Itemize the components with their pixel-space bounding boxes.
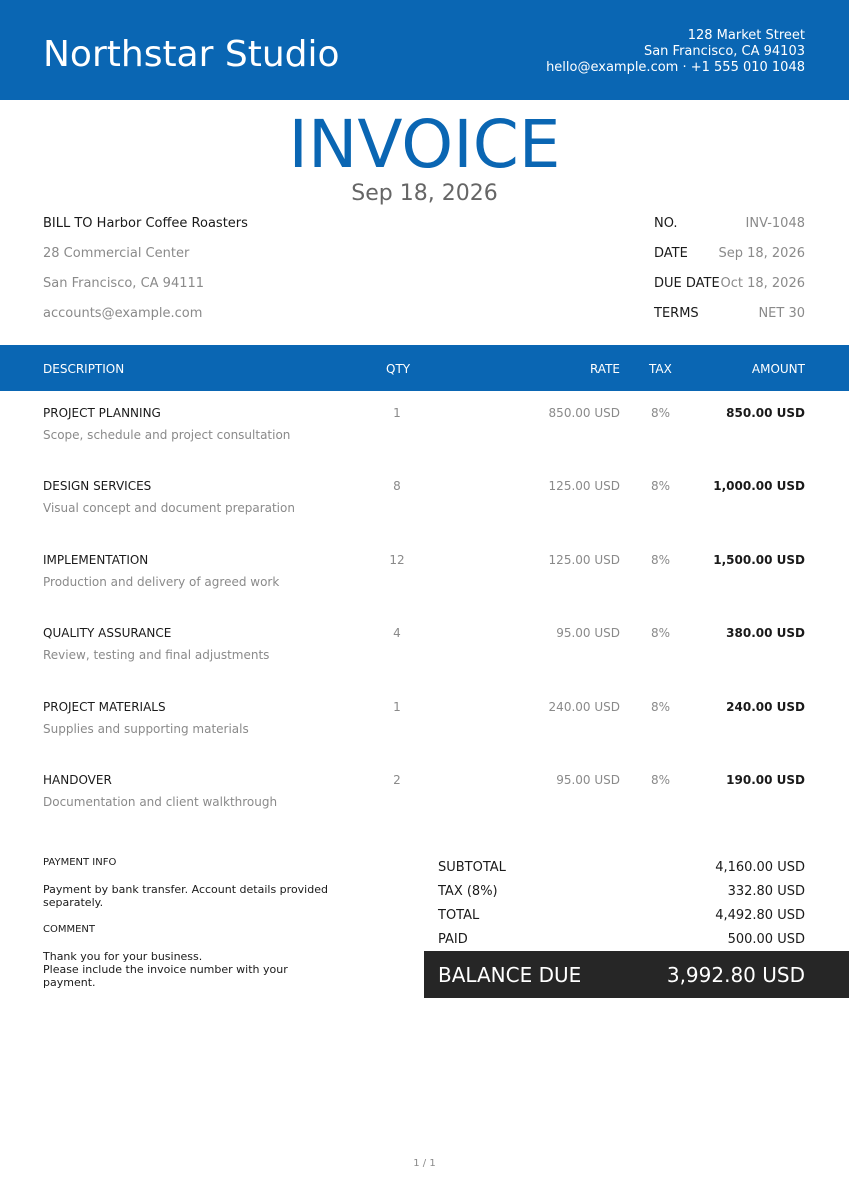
totals-key: TAX (8%) — [438, 884, 498, 899]
totals-key: PAID — [438, 932, 468, 947]
meta-row — [654, 306, 805, 336]
table-row — [0, 477, 849, 550]
totals-value: 4,492.80 USD — [715, 908, 805, 923]
item-description: Scope, schedule and project consultation — [43, 428, 291, 442]
header-description: DESCRIPTION — [43, 362, 125, 376]
meta-key: TERMS — [654, 306, 699, 321]
item-qty: 12 — [389, 552, 405, 567]
meta-row — [654, 246, 805, 276]
item-description: Supplies and supporting materials — [43, 721, 249, 736]
item-amount: 850.00 USD — [726, 406, 805, 420]
comment-line-2: Please include the invoice number with your payment. — [43, 963, 288, 989]
item-amount: 240.00 USD — [726, 699, 805, 714]
item-amount: 1,500.00 USD — [713, 552, 805, 567]
item-qty: 4 — [393, 626, 401, 641]
totals-value: 332.80 USD — [727, 884, 805, 899]
totals-row — [438, 882, 805, 906]
totals-value: 4,160.00 USD — [715, 860, 805, 875]
item-rate: 95.00 USD — [556, 772, 620, 787]
item-tax: 8% — [651, 479, 671, 494]
address-line-2: San Francisco, CA 94103 — [643, 44, 805, 59]
item-rate: 125.00 USD — [548, 552, 620, 567]
item-name: HANDOVER — [43, 772, 112, 787]
item-description: Visual concept and document preparation — [43, 501, 295, 516]
totals-value: 500.00 USD — [727, 932, 805, 947]
item-description: Review, testing and final adjustments — [43, 648, 270, 663]
bill-to-line-1: 28 Commercial Center — [43, 246, 190, 261]
item-tax: 8% — [651, 406, 671, 420]
table-row — [0, 771, 849, 844]
meta-value: Oct 18, 2026 — [720, 276, 805, 291]
item-tax: 8% — [651, 552, 671, 567]
item-name: IMPLEMENTATION — [43, 552, 149, 567]
table-row — [0, 404, 849, 477]
header-tax: TAX — [649, 362, 672, 376]
table-row — [0, 624, 849, 697]
item-name: PROJECT MATERIALS — [43, 699, 166, 714]
item-qty: 1 — [393, 699, 401, 714]
meta-value: Sep 18, 2026 — [718, 246, 805, 261]
address-line-1: 128 Market Street — [687, 28, 805, 43]
bill-to-name: BILL TO Harbor Coffee Roasters — [43, 216, 248, 231]
item-rate: 240.00 USD — [548, 699, 620, 714]
document-title: INVOICE — [288, 106, 561, 183]
comment-line-1: Thank you for your business. — [43, 950, 203, 963]
payment-info — [43, 857, 343, 989]
meta-key: DUE DATE — [654, 276, 720, 291]
item-tax: 8% — [651, 772, 671, 787]
comment-label: COMMENT — [43, 924, 96, 935]
item-amount: 380.00 USD — [726, 626, 805, 641]
item-qty: 8 — [393, 479, 401, 494]
item-name: DESIGN SERVICES — [43, 479, 152, 494]
payment-info-label: PAYMENT INFO — [43, 857, 117, 868]
invoice-meta — [654, 216, 805, 336]
item-rate: 95.00 USD — [556, 626, 620, 641]
page-number: 1 / 1 — [413, 1158, 436, 1169]
table-row — [0, 551, 849, 624]
bill-to-block — [43, 216, 443, 336]
balance-due-label: BALANCE DUE — [438, 963, 582, 987]
header-qty: QTY — [386, 362, 411, 376]
item-amount: 190.00 USD — [726, 772, 805, 787]
item-name: QUALITY ASSURANCE — [43, 626, 172, 641]
meta-row — [654, 216, 805, 246]
bill-to-line-2: San Francisco, CA 94111 — [43, 276, 205, 291]
bill-to-email: accounts@example.com — [43, 306, 203, 321]
items-table-header — [0, 345, 849, 391]
balance-due-bar — [424, 951, 849, 998]
company-contact: hello@example.com · +1 555 010 1048 — [546, 60, 805, 75]
item-name: PROJECT PLANNING — [43, 406, 161, 420]
item-tax: 8% — [651, 699, 671, 714]
meta-value: NET 30 — [758, 306, 805, 321]
item-amount: 1,000.00 USD — [713, 479, 805, 494]
totals-key: TOTAL — [438, 908, 480, 923]
item-rate: 850.00 USD — [548, 406, 620, 420]
meta-key: NO. — [654, 216, 678, 231]
totals-key: SUBTOTAL — [438, 860, 506, 875]
meta-row — [654, 276, 805, 306]
item-qty: 2 — [393, 772, 401, 787]
meta-key: DATE — [654, 246, 688, 261]
header-rate: RATE — [589, 362, 620, 376]
meta-value: INV-1048 — [745, 216, 805, 231]
payment-info-text: Payment by bank transfer. Account details provided separately. — [43, 883, 328, 909]
company-name: Northstar Studio — [43, 34, 340, 75]
item-rate: 125.00 USD — [548, 479, 620, 494]
company-address — [546, 28, 805, 76]
totals-block — [438, 858, 805, 954]
item-tax: 8% — [651, 626, 671, 641]
items-table-body — [0, 404, 849, 844]
totals-row — [438, 906, 805, 930]
table-row — [0, 698, 849, 771]
balance-due-value: 3,992.80 USD — [666, 963, 805, 987]
totals-row — [438, 858, 805, 882]
document-date: Sep 18, 2026 — [351, 181, 498, 206]
header-amount: AMOUNT — [751, 362, 805, 376]
invoice-header — [0, 0, 849, 100]
item-description: Documentation and client walkthrough — [43, 794, 278, 809]
item-description: Production and delivery of agreed work — [43, 574, 280, 589]
item-qty: 1 — [393, 406, 401, 420]
